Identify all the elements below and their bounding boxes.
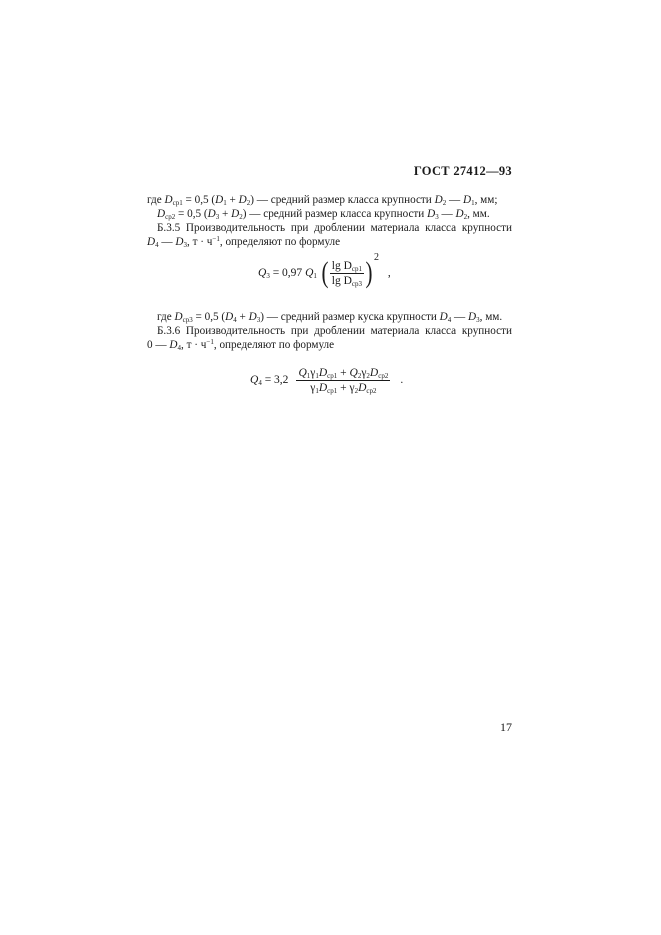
subscript: ср2 xyxy=(165,213,176,221)
plus-sign: + xyxy=(236,311,249,323)
subscript: 1 xyxy=(306,372,311,380)
symbol-d1: D xyxy=(169,339,178,351)
fraction-numerator xyxy=(296,367,390,380)
unit-text: , мм. xyxy=(467,208,490,220)
symbol-q: Q xyxy=(305,267,314,279)
symbol-d1: D xyxy=(207,208,216,220)
description-text: ) — средний размер класса крупности xyxy=(250,194,432,206)
formula-q4 xyxy=(250,367,403,394)
definition-line-dcp2 xyxy=(157,207,490,221)
subscript: 2 xyxy=(239,213,243,221)
subscript: ср1 xyxy=(172,199,183,207)
subscript: 2 xyxy=(442,199,447,207)
exponent: −1 xyxy=(206,338,214,346)
definition-line-dcp3 xyxy=(157,310,502,324)
comma: , xyxy=(387,267,391,279)
section-b35-heading: Б.3.5 Производительность при дроблении материала класса крупности xyxy=(157,222,512,234)
symbol-d: D xyxy=(318,367,328,379)
section-b35-continuation xyxy=(147,235,340,249)
subscript: 4 xyxy=(177,344,181,352)
equals-coefficient: = 0,97 xyxy=(269,267,306,279)
subscript: 4 xyxy=(447,316,452,324)
unit-text: , мм; xyxy=(474,194,498,206)
plus-sign: + xyxy=(219,208,232,220)
symbol-d: D xyxy=(358,382,367,394)
subscript: 3 xyxy=(435,213,439,221)
subscript: 2 xyxy=(357,372,362,380)
left-paren: ( xyxy=(321,256,329,290)
symbol-d4: D xyxy=(455,208,464,220)
expression-text: = 0,5 ( xyxy=(195,311,226,323)
expression-text: = 0,5 ( xyxy=(178,208,208,220)
subscript: ср3 xyxy=(182,316,193,324)
symbol-d1: D xyxy=(225,311,234,323)
dash: — xyxy=(438,208,456,220)
page-number: 17 xyxy=(500,720,512,734)
description-text: , определяют по формуле xyxy=(213,339,335,351)
standard-header: ГОСТ 27412—93 xyxy=(413,164,512,178)
dash: — xyxy=(446,194,463,206)
subscript: 4 xyxy=(155,241,159,249)
subscript: ср3 xyxy=(351,279,362,288)
symbol-d2: D xyxy=(248,311,257,323)
subscript: ср1 xyxy=(327,387,338,395)
symbol-d2: D xyxy=(175,236,184,248)
subscript: ср1 xyxy=(327,372,338,380)
fraction-numerator xyxy=(330,260,364,273)
subscript: ср2 xyxy=(366,387,377,395)
symbol-d: D xyxy=(174,311,183,323)
fraction xyxy=(296,367,390,394)
period: . xyxy=(400,374,404,387)
symbol-d: D xyxy=(318,382,328,394)
dash: — xyxy=(158,236,176,248)
symbol-gamma: γ xyxy=(349,382,355,394)
symbol-d2: D xyxy=(231,208,240,220)
subscript: 1 xyxy=(471,199,475,207)
symbol-d2: D xyxy=(238,194,247,206)
subscript: 1 xyxy=(315,387,319,395)
symbol-d: D xyxy=(164,194,173,206)
subscript: ср2 xyxy=(378,372,389,380)
fraction-denominator xyxy=(296,380,390,394)
subscript: 3 xyxy=(215,213,220,221)
subscript: 2 xyxy=(463,213,468,221)
subscript: 2 xyxy=(366,372,370,380)
subscript: 1 xyxy=(315,372,319,380)
subscript: 1 xyxy=(223,199,227,207)
symbol-d3: D xyxy=(439,311,448,323)
section-b36-continuation xyxy=(147,338,334,352)
subscript: 2 xyxy=(246,199,251,207)
subscript: 1 xyxy=(313,272,317,280)
symbol-gamma: γ xyxy=(310,367,316,379)
symbol-d4: D xyxy=(468,311,477,323)
plus-sign: + xyxy=(337,382,350,394)
symbol-d3: D xyxy=(434,194,443,206)
right-paren: ) xyxy=(365,256,373,290)
symbol-d4: D xyxy=(462,194,472,206)
subscript: 3 xyxy=(183,241,187,249)
unit-text: , т · ч xyxy=(180,339,207,351)
expression-text: = 0,5 ( xyxy=(185,194,216,206)
subscript: 4 xyxy=(258,379,262,388)
symbol-gamma: γ xyxy=(361,367,367,379)
symbol-d1: D xyxy=(147,236,156,248)
subscript: 4 xyxy=(233,316,237,324)
subscript: 3 xyxy=(266,272,270,280)
symbol-q: Q xyxy=(349,367,358,379)
symbol-d: D xyxy=(369,367,379,379)
description-text: ) — средний размер куска крупности xyxy=(260,311,437,323)
denominator-text: lg D xyxy=(331,274,352,287)
unit-text: , мм. xyxy=(479,311,503,323)
subscript: 2 xyxy=(354,387,359,395)
section-b36-heading: Б.3.6 Производительность при дроблении материала класса крупности xyxy=(157,325,512,337)
subscript: 3 xyxy=(256,316,261,324)
zero: 0 xyxy=(147,339,153,351)
symbol-q: Q xyxy=(298,367,307,379)
symbol-d3: D xyxy=(427,208,436,220)
exponent: −1 xyxy=(212,235,220,243)
description-text: ) — средний размер класса крупности xyxy=(242,208,425,220)
fraction xyxy=(330,260,364,287)
word-where: где xyxy=(157,311,172,323)
word-where: где xyxy=(147,194,162,206)
formula-q3 xyxy=(258,252,391,290)
fraction-denominator xyxy=(330,273,364,287)
symbol-gamma: γ xyxy=(310,382,316,394)
unit-text: , т · ч xyxy=(186,236,213,248)
equals-coefficient: = 3,2 xyxy=(261,374,289,387)
symbol-d1: D xyxy=(215,194,224,206)
symbol-q: Q xyxy=(258,267,267,279)
description-text: , определяют по формуле xyxy=(219,236,341,248)
plus-sign: + xyxy=(226,194,239,206)
definition-line-dcp1 xyxy=(147,193,497,207)
dash: — xyxy=(152,339,170,351)
symbol-q: Q xyxy=(250,374,259,387)
subscript: 3 xyxy=(476,316,480,324)
dash: — xyxy=(451,311,469,323)
subscript: ср1 xyxy=(351,264,362,273)
symbol-d: D xyxy=(157,208,166,220)
numerator-text: lg D xyxy=(331,259,352,272)
exponent: 2 xyxy=(373,252,379,263)
plus-sign: + xyxy=(337,367,350,379)
